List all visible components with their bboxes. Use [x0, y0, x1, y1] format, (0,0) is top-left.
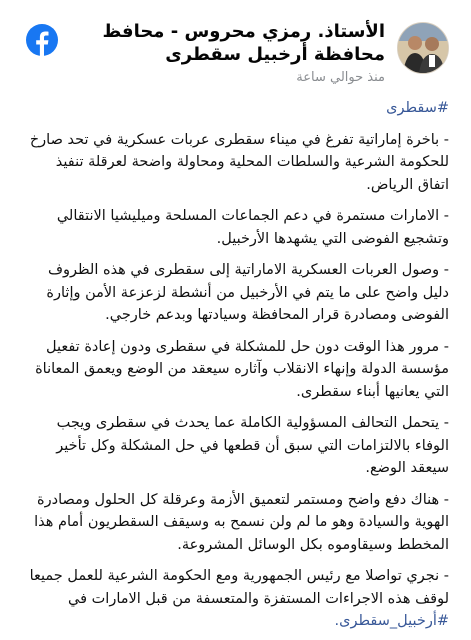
facebook-icon	[26, 24, 58, 56]
post-paragraph-2: - الامارات مستمرة في دعم الجماعات المسلحة وميليشيا الانتقالي وتشجيع الفوضى التي يشهدها الأرخبيل.	[56, 208, 449, 247]
post-paragraph-4: - مرور هذا الوقت دون حل للمشكلة في سقطرى ودون إعادة تفعيل مؤسسة الدولة وإنهاء الانقلاب وآثاره سيعقد من الوضع ويعمق المعاناة التي يعانيها أبناء سقطرى.	[35, 338, 449, 400]
avatar-image	[398, 23, 448, 73]
hashtag-link-bottom[interactable]: #أرخبيل_سقطرى.	[334, 613, 449, 629]
avatar[interactable]	[397, 22, 449, 74]
hashtag-top[interactable]	[22, 97, 449, 120]
post-paragraph-7-text: - نجري تواصلا مع رئيس الجمهورية ومع الحكومة الشرعية للعمل جميعا لوقف هذه الاجراءات المستفزة والمتعسفة من قبل الامارات في	[29, 568, 449, 607]
post-time[interactable]: منذ حوالي ساعة	[296, 70, 385, 85]
post-paragraph-6: - هناك دفع واضح ومستمر لتعميق الأزمة وعرقلة كل الحلول ومصادرة الهوية والسيادة وهو ما لم ولن نسمح به وسيقف السقطريون أمام هذا المخطط وسيقاوموه بكل الوسائل المشروعة.	[34, 491, 449, 553]
post-body	[22, 97, 449, 633]
post-paragraph-5: - يتحمل التحالف المسؤولية الكاملة عما يحدث في سقطرى ويجب الوفاء بالالتزامات التي سبق أن قطعها في حل المشكلة وكل تأخير سيعقد الوضع.	[56, 415, 449, 476]
post-paragraph-7	[22, 565, 449, 633]
post-author[interactable]: الأستاذ. رمزي محروس - محافظ محافظة أرخبيل سقطرى	[102, 21, 385, 65]
post-paragraph-3: - وصول العربات العسكرية الاماراتية إلى سقطرى في هذه الظروف دليل واضح على ما يتم في الأرخبيل من أنشطة لزعزعة الأمن وإثارة الفوضى ومصادرة قرار المحافظة وسيادتها وبدعم خارجي.	[46, 262, 449, 323]
post-paragraph-1: - باخرة إماراتية تفرغ في ميناء سقطرى عربات عسكرية في تحد صارخ للحكومة الشرعية والسلطات المحلية ومحاولة واضحة لعرقلة تنفيذ اتفاق الرياض.	[29, 131, 449, 193]
hashtag-link[interactable]: #سقطرى	[386, 100, 449, 116]
post-header	[0, 20, 471, 90]
